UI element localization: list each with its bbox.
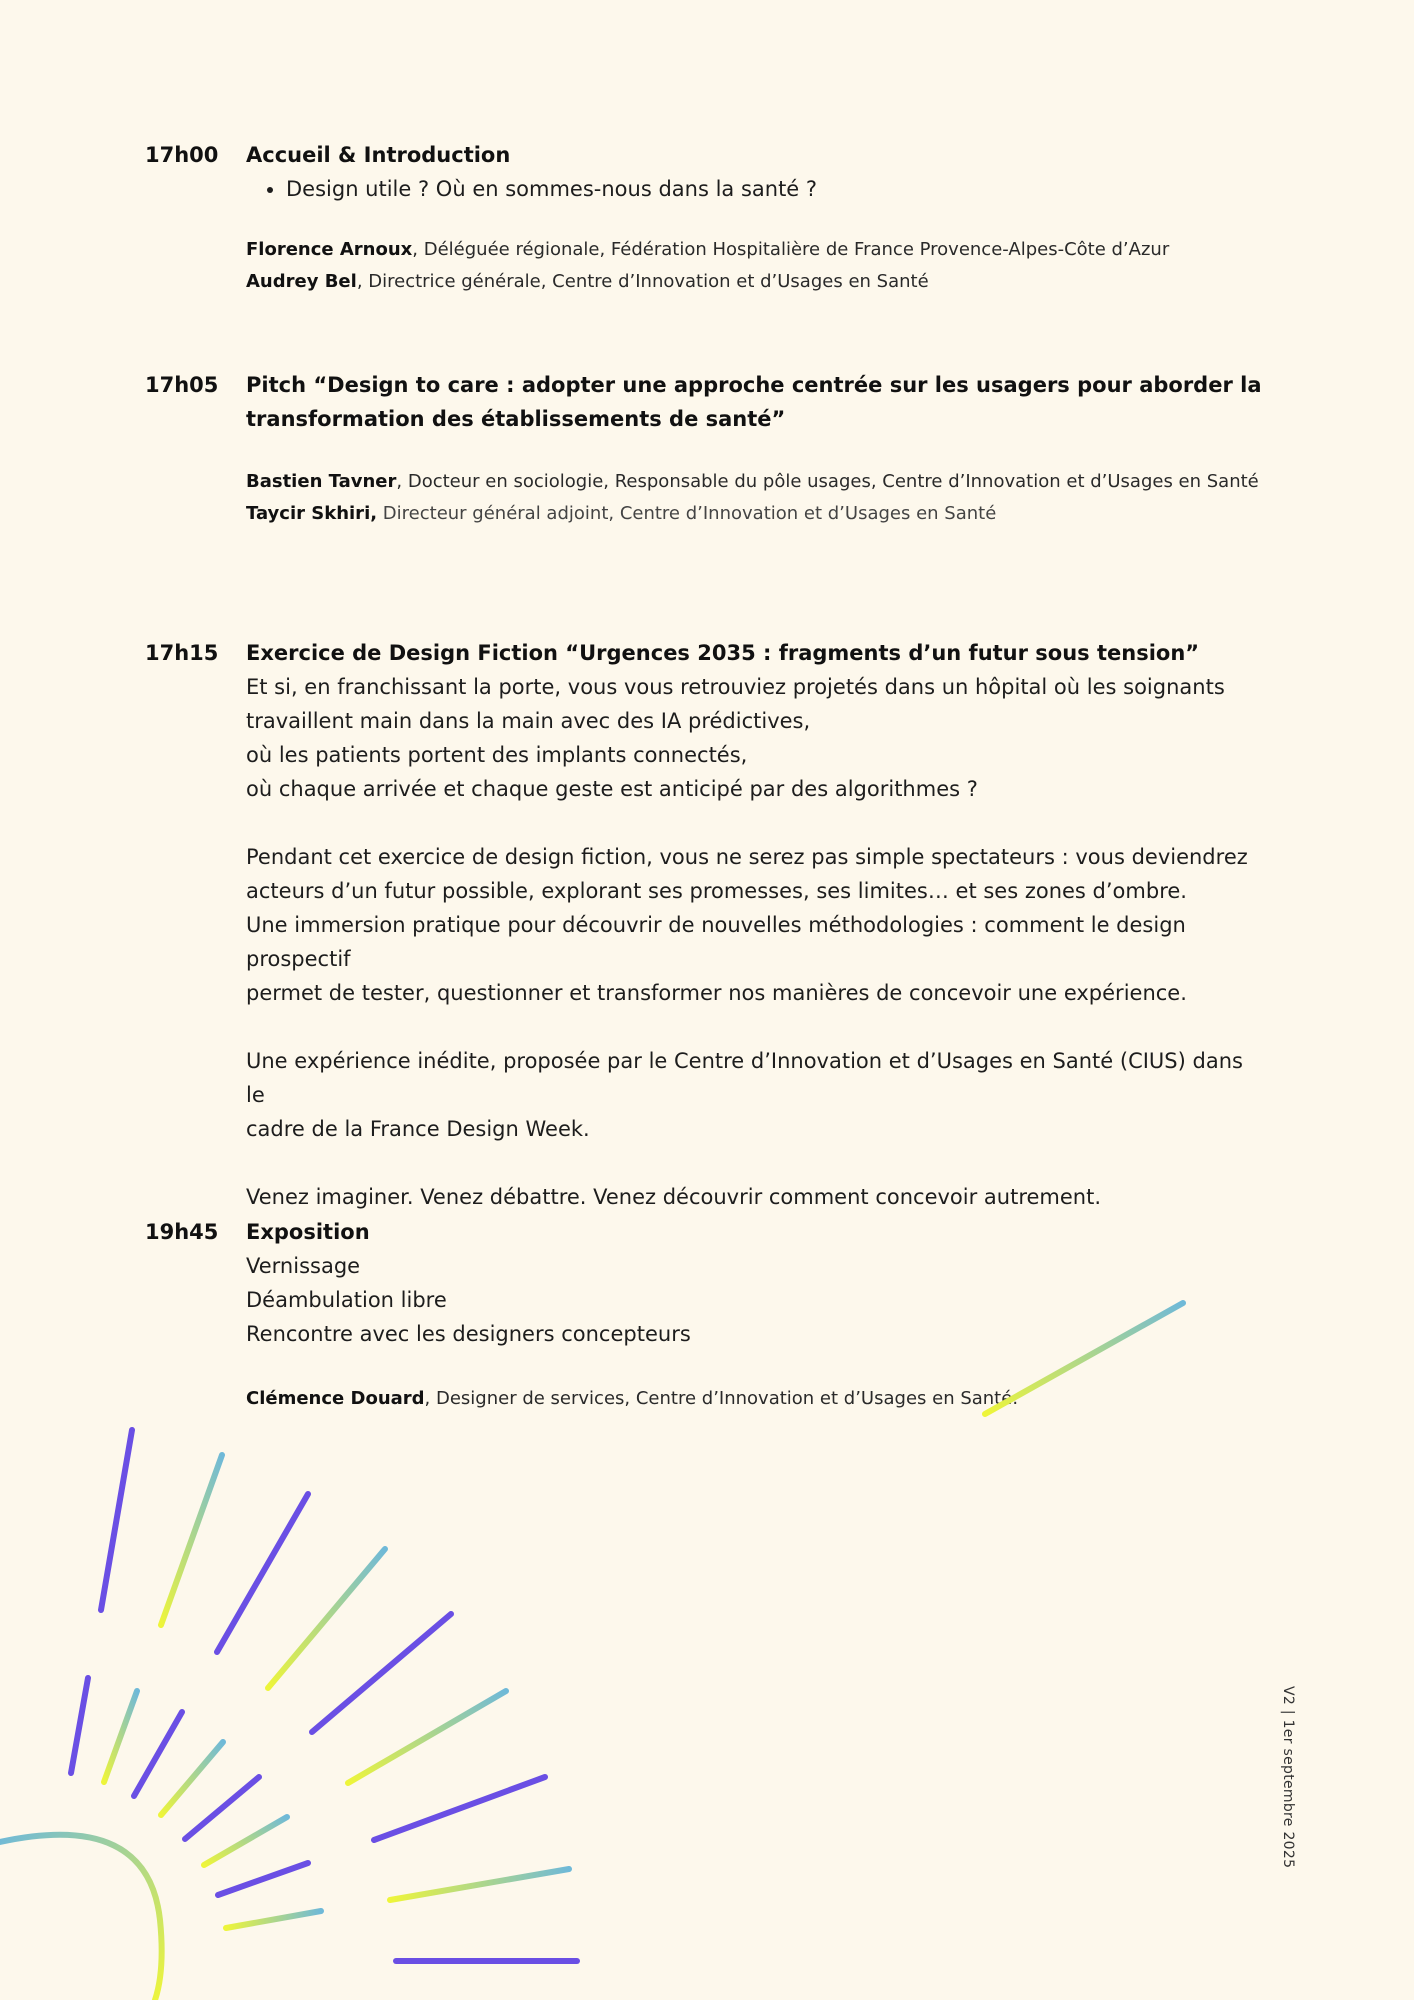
text-line: cadre de la France Design Week. bbox=[246, 1117, 590, 1141]
text-line: Venez imaginer. Venez débattre. Venez découvrir comment concevoir autrement. bbox=[246, 1185, 1102, 1209]
text-line: Une immersion pratique pour découvrir de nouvelles méthodologies : comment le design prospectif bbox=[246, 913, 1186, 971]
speaker-line bbox=[246, 498, 1266, 530]
session-content bbox=[246, 368, 1266, 530]
version-footer: V2 | 1er septembre 2025 bbox=[1280, 1686, 1296, 1869]
text-line: Et si, en franchissant la porte, vous vous retrouviez projetés dans un hôpital où les soignants bbox=[246, 675, 1225, 699]
ray bbox=[390, 1869, 569, 1900]
speaker-role: , Docteur en sociologie, Responsable du pôle usages, Centre d’Innovation et d’Usages en Santé bbox=[396, 471, 1259, 492]
session-time: 19h45 bbox=[145, 1220, 219, 1244]
speaker-name: Taycir Skhiri, bbox=[246, 503, 378, 524]
ray bbox=[312, 1614, 451, 1732]
ray bbox=[71, 1678, 88, 1773]
text-line: travaillent main dans la main avec des IA prédictives, bbox=[246, 709, 811, 733]
ray bbox=[161, 1455, 222, 1625]
speaker-role: , Directrice générale, Centre d’Innovation et d’Usages en Santé bbox=[356, 271, 929, 292]
session-bullets bbox=[246, 172, 1266, 206]
text-line: Pendant cet exercice de design fiction, vous ne serez pas simple spectateurs : vous deviendrez bbox=[246, 845, 1248, 869]
session-title-line: transformation des établissements de santé” bbox=[246, 407, 786, 431]
session-title: Exercice de Design Fiction “Urgences 2035 : fragments d’un futur sous tension” bbox=[246, 641, 1200, 665]
ray bbox=[217, 1494, 308, 1652]
ray bbox=[134, 1712, 182, 1796]
ray bbox=[101, 1430, 132, 1610]
session-time: 17h15 bbox=[145, 641, 219, 665]
text-line: Rencontre avec les designers concepteurs bbox=[246, 1322, 691, 1346]
speaker-name: Clémence Douard bbox=[246, 1388, 425, 1409]
ray bbox=[226, 1911, 321, 1928]
session-content bbox=[246, 636, 1266, 1214]
speaker-role: , Designer de services, Centre d’Innovation et d’Usages en Santé. bbox=[424, 1388, 1019, 1409]
speaker-name: Audrey Bel bbox=[246, 271, 357, 292]
session-time: 17h00 bbox=[145, 143, 219, 167]
speaker-role: , Déléguée régionale, Fédération Hospitalière de France Provence-Alpes-Côte d’Azur bbox=[412, 239, 1170, 260]
ray bbox=[161, 1742, 223, 1815]
bullet-item: • Design utile ? Où en sommes-nous dans la santé ? bbox=[286, 172, 1266, 206]
ray bbox=[348, 1691, 506, 1783]
speaker-name: Florence Arnoux bbox=[246, 239, 413, 260]
ray bbox=[268, 1549, 385, 1688]
session-title-line: Pitch “Design to care : adopter une approche centrée sur les usagers pour aborder la bbox=[246, 373, 1262, 397]
text-line: Vernissage bbox=[246, 1254, 361, 1278]
ray bbox=[104, 1691, 137, 1782]
session-content bbox=[246, 1215, 1266, 1415]
ray bbox=[374, 1777, 545, 1840]
speaker-name: Bastien Tavner bbox=[246, 471, 397, 492]
ray bbox=[204, 1817, 287, 1865]
speaker-line bbox=[246, 1383, 1266, 1415]
text-line: où les patients portent des implants connectés, bbox=[246, 743, 748, 767]
session-content bbox=[246, 138, 1266, 298]
speaker-line bbox=[246, 234, 1266, 266]
session-title: Exposition bbox=[246, 1220, 370, 1244]
text-line: où chaque arrivée et chaque geste est anticipé par des algorithmes ? bbox=[246, 777, 978, 801]
text-line: acteurs d’un futur possible, explorant ses promesses, ses limites… et ses zones d’ombre. bbox=[246, 879, 1187, 903]
speaker-line bbox=[246, 266, 1266, 298]
speaker-role: Directeur général adjoint, Centre d’Innovation et d’Usages en Santé bbox=[377, 503, 997, 524]
text-line: Déambulation libre bbox=[246, 1288, 447, 1312]
arc bbox=[0, 1835, 162, 2000]
session-title: Accueil & Introduction bbox=[246, 143, 511, 167]
text-line: Une expérience inédite, proposée par le Centre d’Innovation et d’Usages en Santé (CIUS) dans le bbox=[246, 1049, 1243, 1107]
session-time: 17h05 bbox=[145, 373, 219, 397]
speaker-line bbox=[246, 466, 1266, 498]
text-line: permet de tester, questionner et transformer nos manières de concevoir une expérience. bbox=[246, 981, 1187, 1005]
ray bbox=[218, 1863, 308, 1895]
ray bbox=[185, 1777, 259, 1839]
